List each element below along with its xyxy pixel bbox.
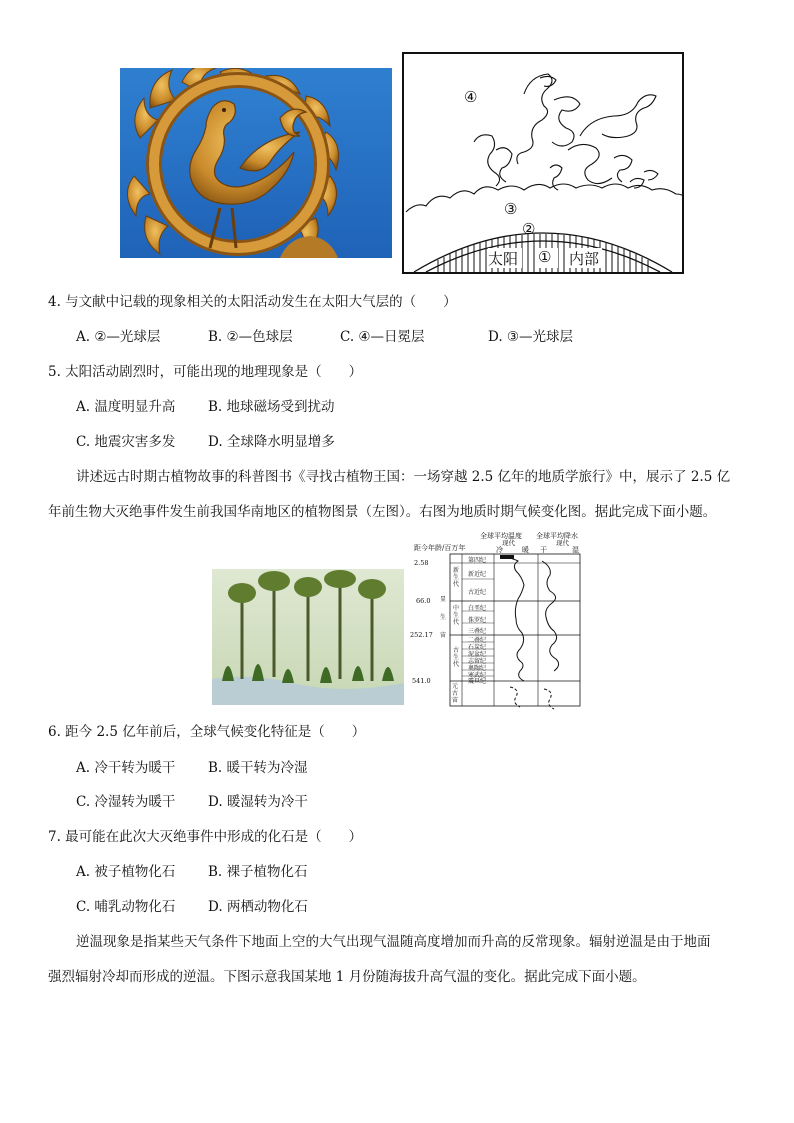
intro-2-line-1: 讲述远古时期古植物故事的科普图书《寻找古植物王国：一场穿越 2.5 亿年的地质学旅行》中，展示了 2.5 亿	[76, 469, 731, 485]
label-inner: 内部	[569, 250, 600, 268]
question-5-option-b: B. 地球磁场受到扰动	[208, 399, 335, 415]
chart-period-permian: 二叠纪	[468, 637, 487, 644]
chart-label-dry: 干	[540, 546, 547, 554]
question-6-stem: 6. 距今 2.5 亿年前后，全球气候变化特征是（ ）	[48, 724, 366, 740]
chart-tick-3: 252.17	[410, 631, 433, 639]
ancient-plant-landscape-image	[212, 569, 404, 705]
chart-header-now-precip: 现代	[556, 539, 569, 547]
chart-header-now-temp: 现代	[502, 539, 515, 547]
chart-period-cambrian: 寒武纪	[468, 672, 487, 679]
chart-period-neogene: 新近纪	[468, 571, 487, 578]
label-layer4: ④	[464, 88, 478, 106]
question-7-option-c: C. 哺乳动物化石	[76, 899, 176, 915]
chart-period-cretaceous: 白垩纪	[468, 605, 487, 612]
chart-label-cold: 冷	[496, 546, 503, 554]
intro-2-line-2: 年前生物大灭绝事件发生前我国华南地区的植物图景（左图）。右图为地质时期气候变化图。据此完成下面小题。	[48, 504, 717, 520]
question-5-option-a: A. 温度明显升高	[76, 399, 176, 415]
label-layer3: ③	[504, 200, 518, 218]
chart-tick-2: 66.0	[416, 597, 431, 605]
question-5-option-d: D. 全球降水明显增多	[208, 434, 335, 450]
solar-atmosphere-diagram	[402, 52, 684, 274]
chart-label-wet: 湿	[572, 546, 579, 554]
question-7-stem: 7. 最可能在此次大灭绝事件中形成的化石是（ ）	[48, 829, 363, 845]
question-7-option-b: B. 裸子植物化石	[208, 864, 308, 880]
intro-3-line-2: 强烈辐射冷却而形成的逆温。下图示意我国某地 1 月份随海拔升高气温的变化。据此完成下面小题。	[48, 969, 646, 985]
question-5-stem: 5. 太阳活动剧烈时，可能出现的地理现象是（ ）	[48, 364, 363, 380]
chart-label-warm: 暖	[522, 546, 529, 554]
chart-tick-4: 541.0	[412, 677, 431, 685]
chart-period-quaternary: 第四纪	[468, 557, 487, 564]
chart-period-sinian: 震旦纪	[468, 678, 487, 685]
question-4-option-b: B. ②—色球层	[208, 329, 293, 345]
chart-era-proterozoic: 元古宙	[452, 683, 459, 704]
chart-period-ordovician: 奥陶纪	[468, 665, 487, 672]
climate-chart	[410, 531, 586, 711]
question-6-option-c: C. 冷湿转为暖干	[76, 794, 176, 810]
question-4-option-a: A. ②—光球层	[76, 329, 161, 345]
label-layer2: ②	[522, 220, 536, 238]
intro-3-line-1: 逆温现象是指某些天气条件下地面上空的大气出现气温随高度增加而升高的反常现象。辐射逆温是由于地面	[76, 934, 711, 950]
chart-period-paleogene: 古近纪	[468, 589, 487, 596]
question-6-option-b: B. 暖干转为冷湿	[208, 760, 308, 776]
chart-tick-1: 2.58	[414, 559, 429, 567]
question-7-option-a: A. 被子植物化石	[76, 864, 176, 880]
question-5-option-c: C. 地震灾害多发	[76, 434, 176, 450]
chart-header-temp: 全球平均温度	[480, 532, 522, 540]
question-4-option-c: C. ④—日冕层	[340, 329, 425, 345]
label-sun: 太阳	[488, 250, 519, 268]
question-4-stem: 4. 与文献中记载的现象相关的太阳活动发生在太阳大气层的（ ）	[48, 294, 457, 310]
chart-period-silurian: 志留纪	[468, 658, 487, 665]
chart-era-mesozoic: 中生代	[453, 605, 460, 626]
question-7-option-d: D. 两栖动物化石	[208, 899, 308, 915]
chart-period-jurassic: 侏罗纪	[468, 617, 487, 624]
question-6-option-d: D. 暖湿转为冷干	[208, 794, 308, 810]
chart-era-cenozoic: 新生代	[453, 567, 460, 588]
chart-axis-title: 距今年龄/百万年	[414, 544, 466, 552]
chart-period-devonian: 泥盆纪	[468, 651, 487, 658]
question-6-option-a: A. 冷干转为暖干	[76, 760, 176, 776]
chart-period-triassic: 三叠纪	[468, 628, 487, 635]
chart-period-carboniferous: 石炭纪	[468, 644, 487, 651]
label-layer1: ①	[538, 248, 552, 266]
chart-header-precip: 全球平均降水	[536, 532, 578, 540]
chart-eon-phanerozoic: 显生宙	[440, 596, 447, 639]
sunbird-image	[120, 68, 392, 258]
chart-era-paleozoic: 古生代	[453, 647, 460, 668]
question-4-option-d: D. ③—光球层	[488, 329, 574, 345]
